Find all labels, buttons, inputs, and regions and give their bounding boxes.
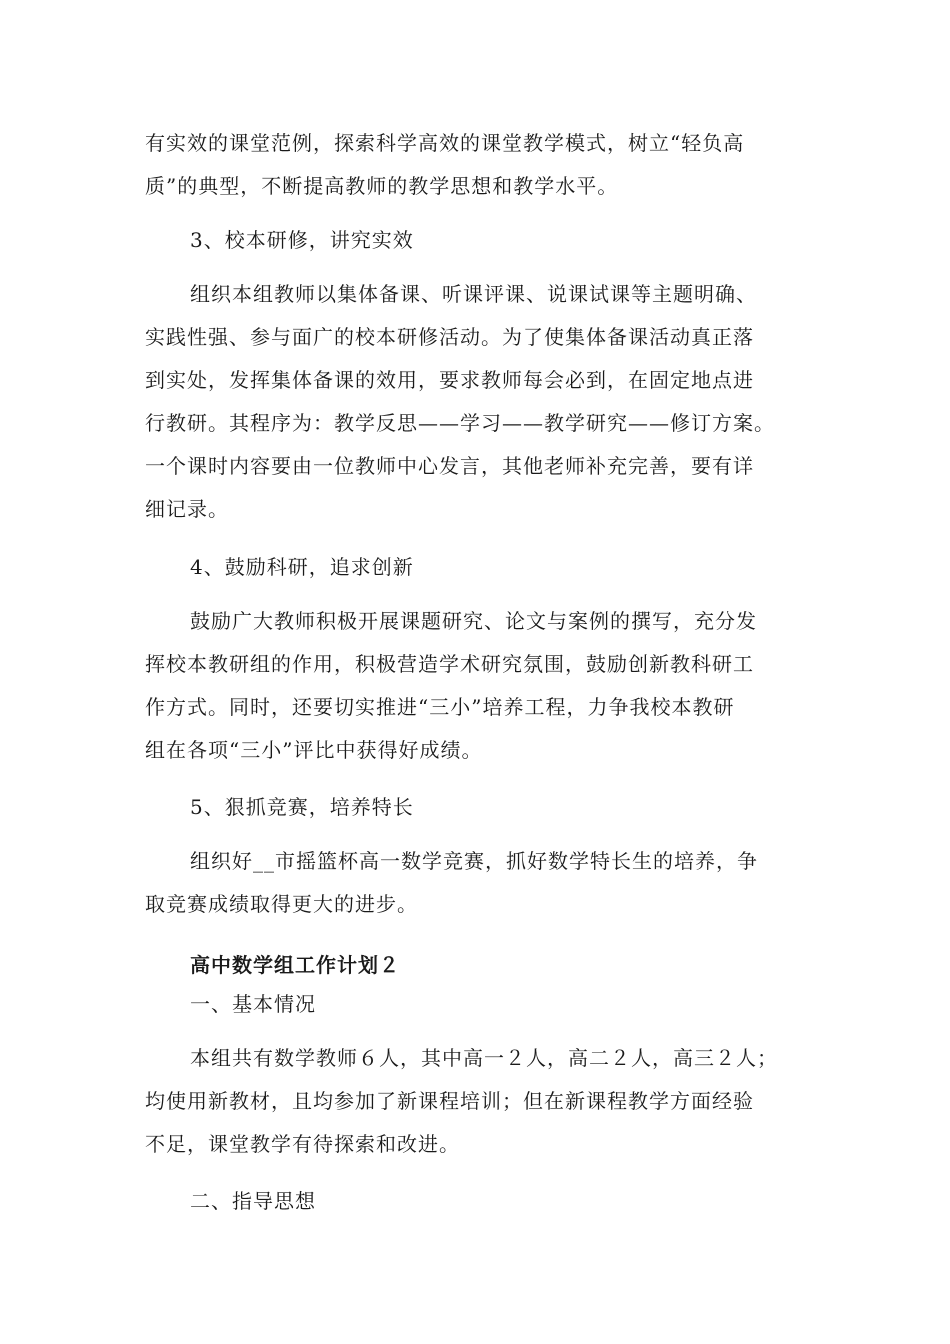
text-line: 均使用新教材，且均参加了新课程培训；但在新课程教学方面经验 — [145, 1089, 754, 1113]
text-line: 组织本组教师以集体备课、听课评课、说课试课等主题明确、 — [190, 282, 757, 306]
heading-competitions — [190, 786, 865, 829]
text-line: 挥校本教研组的作用，积极营造学术研究氛围，鼓励创新教科研工 — [145, 652, 754, 676]
text-line: 一个课时内容要由一位教师中心发言，其他老师补充完善，要有详 — [145, 454, 754, 478]
heading-guiding-ideology — [190, 1180, 865, 1223]
text-line: 细记录。 — [145, 497, 229, 521]
paragraph-collective-lesson-prep — [145, 273, 820, 531]
heading-text: 3、校本研修，讲究实效 — [190, 228, 414, 252]
document-section-title — [190, 944, 865, 987]
paragraph-classroom-model — [145, 122, 820, 208]
text-line: 到实处，发挥集体备课的效用，要求教师每会必到，在固定地点进 — [145, 368, 754, 392]
text-line: 实践性强、参与面广的校本研修活动。为了使集体备课活动真正落 — [145, 325, 754, 349]
heading-school-research — [190, 219, 865, 262]
heading-text: 二、指导思想 — [190, 1189, 316, 1213]
heading-encourage-research — [190, 546, 865, 589]
paragraph-research-innovation — [145, 600, 820, 772]
text-line: 鼓励广大教师积极开展课题研究、论文与案例的撰写，充分发 — [190, 609, 757, 633]
heading-text: 一、基本情况 — [190, 992, 316, 1016]
text-line: 行教研。其程序为：教学反思——学习——教学研究——修订方案。 — [145, 411, 775, 435]
text-line: 组在各项“三小”评比中获得好成绩。 — [145, 738, 483, 762]
section-title-text: 高中数学组工作计划２ — [190, 953, 400, 977]
text-line: 组织好__市摇篮杯高一数学竞赛，抓好数学特长生的培养，争 — [190, 849, 758, 873]
paragraph-math-competition — [145, 840, 820, 926]
heading-text: 4、鼓励科研，追求创新 — [190, 555, 414, 579]
text-line: 取竞赛成绩取得更大的进步。 — [145, 892, 418, 916]
text-line: 作方式。同时，还要切实推进“三小”培养工程，力争我校本教研 — [145, 695, 735, 719]
text-line: 有实效的课堂范例，探索科学高效的课堂教学模式，树立“轻负高 — [145, 131, 745, 155]
text-line: 质”的典型，不断提高教师的教学思想和教学水平。 — [145, 174, 619, 198]
paragraph-staff-overview — [145, 1037, 820, 1166]
text-line: 不足，课堂教学有待探索和改进。 — [145, 1132, 460, 1156]
heading-basic-situation — [190, 983, 865, 1026]
text-line: 本组共有数学教师６人，其中高一２人，高二２人，高三２人； — [190, 1046, 778, 1070]
heading-text: 5、狠抓竞赛，培养特长 — [190, 795, 414, 819]
